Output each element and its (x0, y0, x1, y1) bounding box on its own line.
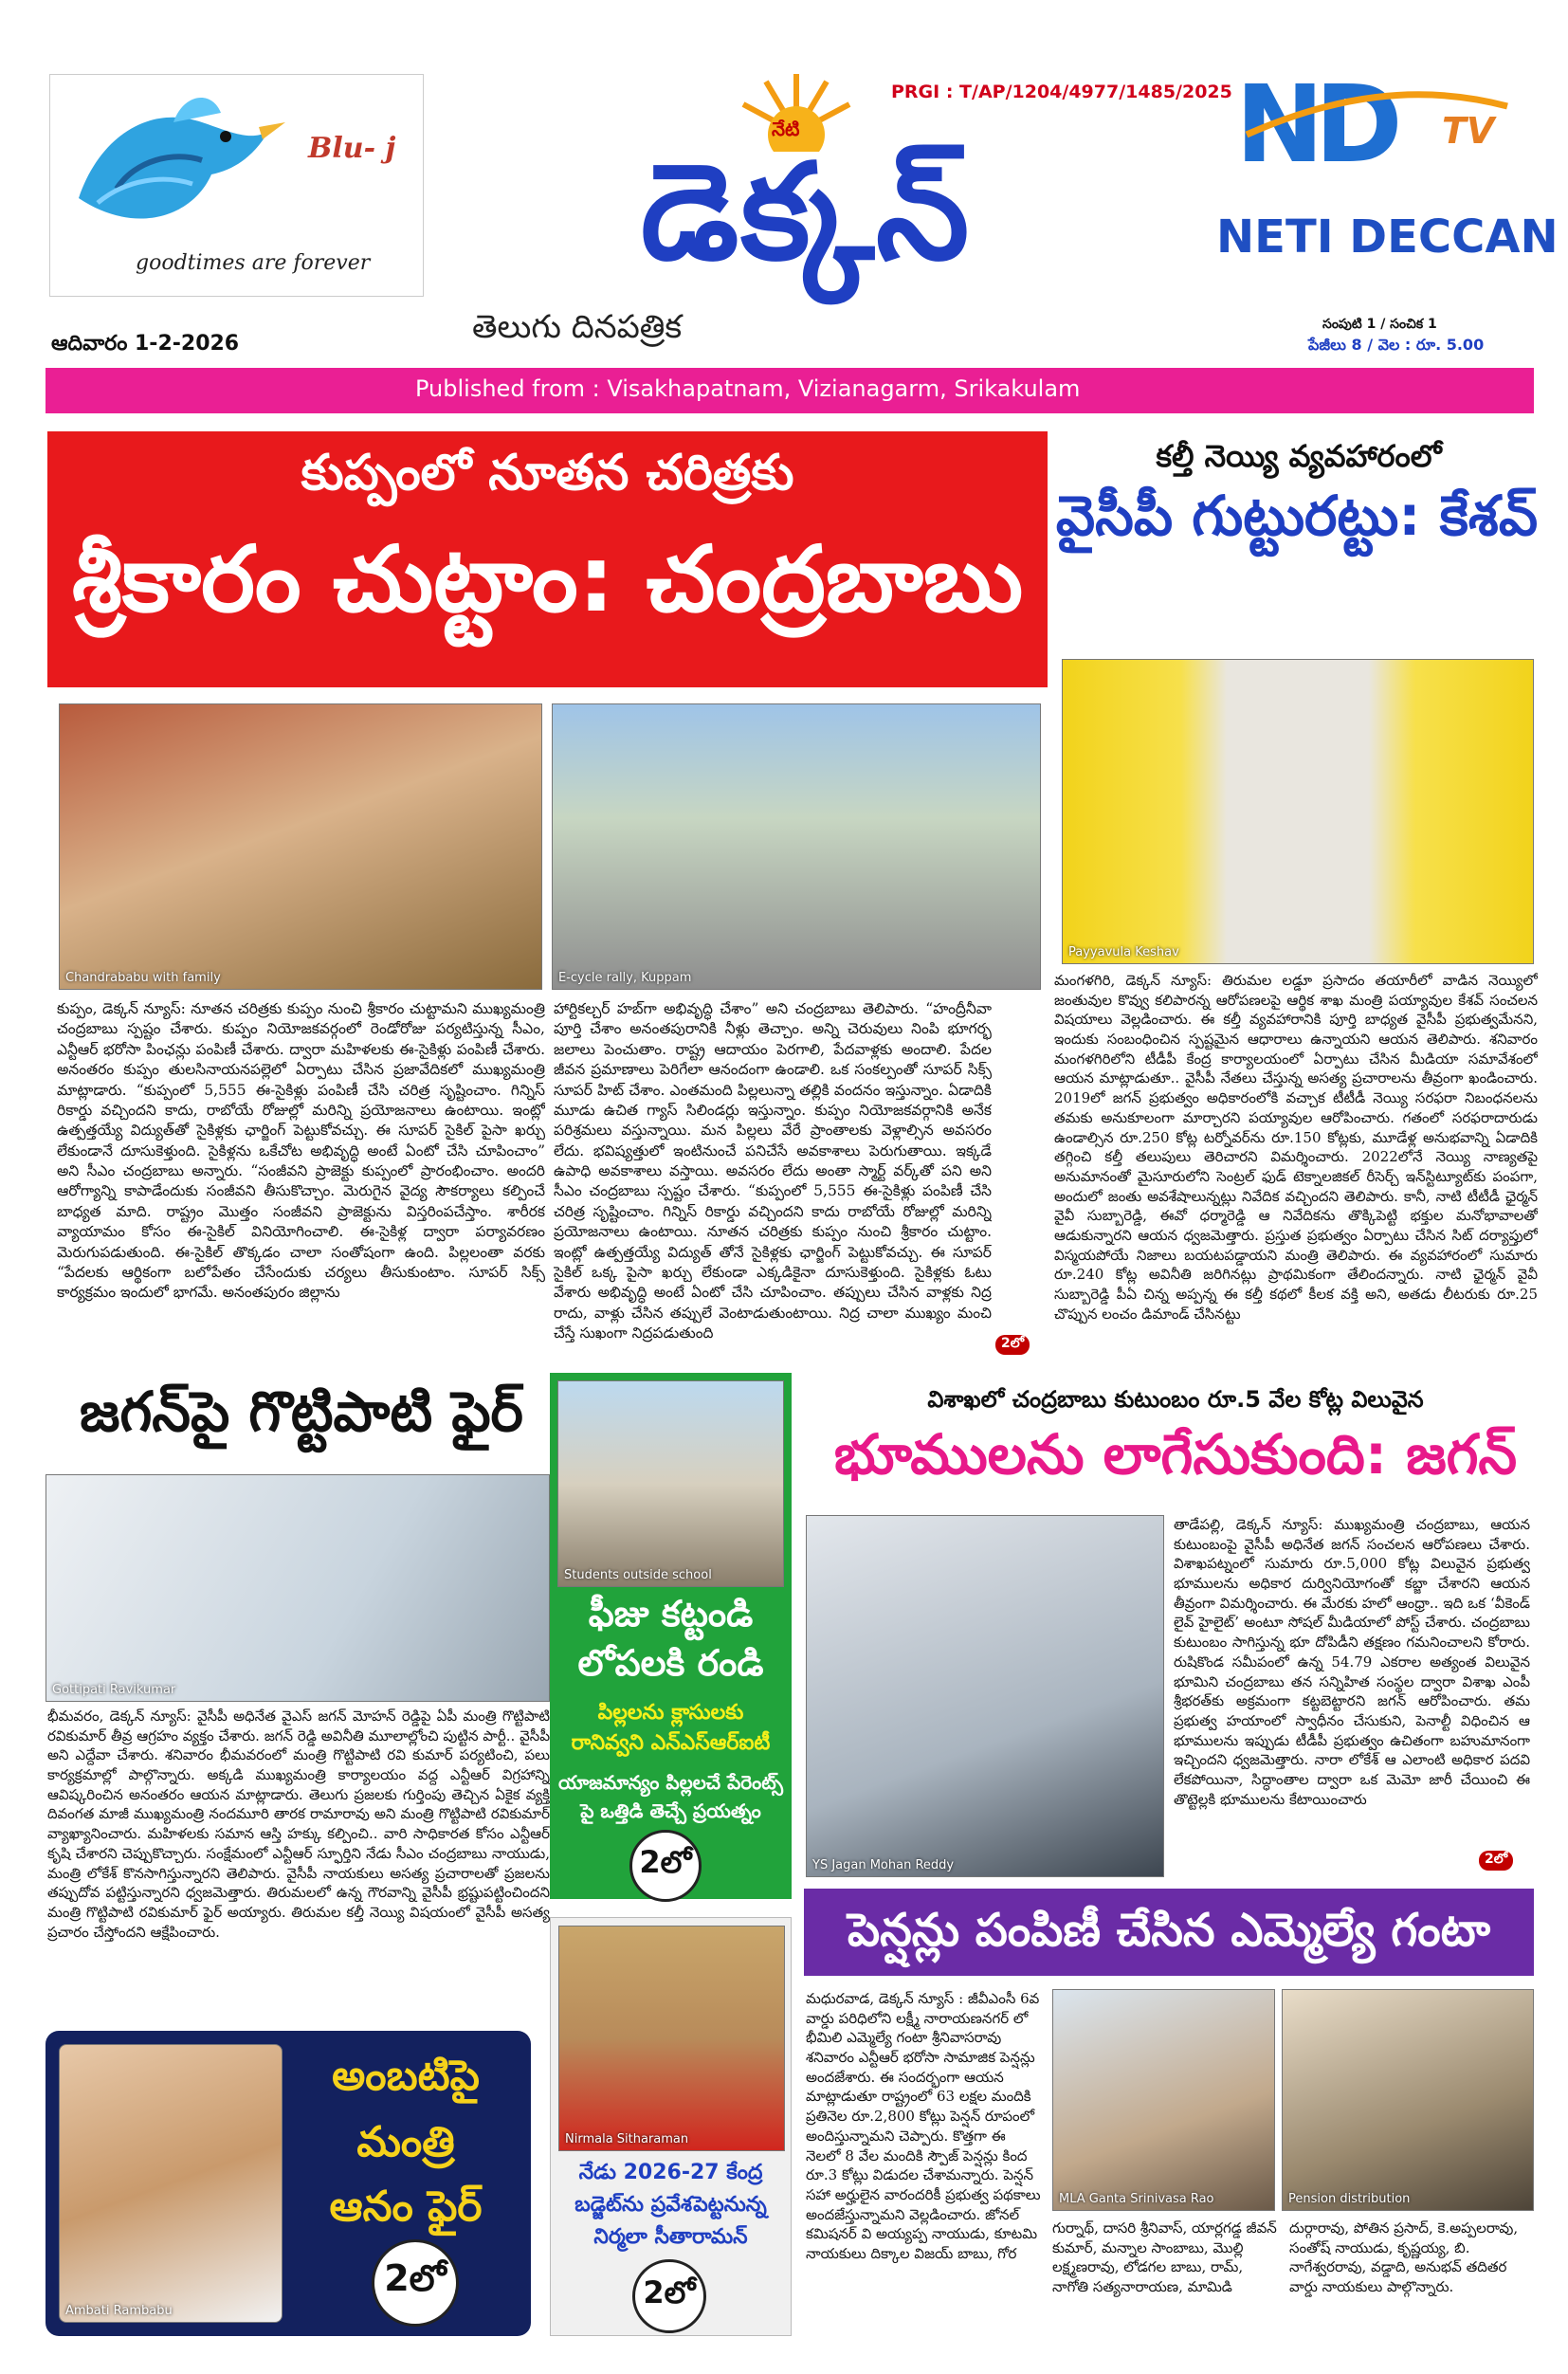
tv-logo-text: TV (1442, 110, 1495, 152)
prgi-number: PRGI : T/AP/1204/4977/1485/2025 (891, 82, 1232, 102)
ganta-headline-box (804, 1889, 1534, 1976)
fees-pressure-line: పై ఒత్తిడి తెచ్చే ప్రయత్నం (580, 1799, 761, 1822)
edition-date: ఆదివారం 1-2-2026 (51, 332, 240, 356)
fees-mgmt-line: యాజమాన్యం పిల్లలచే పేరెంట్స్ (557, 1771, 783, 1794)
budget-headline-1: నేడు 2026-27 కేంద్ర (578, 2161, 763, 2184)
budget-headline-2: బడ్జెట్‌ను ప్రవేశపెట్టనున్న (574, 2193, 767, 2217)
ganta-photo-pension: Pension distribution (1282, 1989, 1534, 2211)
newspaper-title: డెక్కన్ (640, 136, 972, 290)
lead-column-2: హార్టికల్చర్ హబ్‌గా అభివృద్ధి చేశాం” అని చంద్రబాబు తెలిపారు. “హంద్రీనీవా పూర్తి చేశాం అనంతపురానికి నీళ్లు తెచ్చాం. అన్ని చెరువులు నింపి భూగర్భ జలాలు పెంచుతాం. రాష్ట్ర ఆదాయం పెరగాలి, పేదవాళ్లకు అందాలి. పేదల జీవన ప్రమాణాలు పెరిగేలా ఆనందంగా ఉండాలి. ఒక సంకల్పంతో సూపర్ సిక్స్ సూపర్ హిట్ చేశాం. ఎంతమంది పిల్లలున్నా తల్లికి వందనం ఇస్తున్నాం. ఏడాదికి మూడు ఉచిత గ్యాస్ సిలిండర్లు ఇస్తున్నాం. కుప్పం నియోజకవర్గానికి అనేక పరిశ్రమలు వస్తున్నాయి. మన పిల్లలు వేరే ప్రాంతాలకు వెళ్లాల్సిన అవసరం లేదు. భవిష్యత్తులో ఇంటినుంచే పనిచేసే అవకాశాలు పెరుగుతాయి. ఇక్కడే ఉపాధి అవకాశాలు వస్తాయి. అవసరం లేదు అంతా స్మార్ట్ వర్క్‌తో పని అని సీఎం చంద్రబాబు స్పష్టం చేశారు. “కుప్పంలో 5,555 ఈ-సైకిళ్లు పంపిణీ చేసి చరిత్ర సృష్టించాం. గిన్నిస్ రికార్డు వచ్చిందని కాదు రాబోయే రోజుల్లో మరిన్ని ప్రయోజనాలు ఉంటాయి. నూతన చరిత్రకు కుప్పం నుంచి శ్రీకారం చుట్టాం. ఇంట్లో ఉత్పత్తయ్యే విద్యుత్ తోనే సైకిళ్లకు ఛార్జింగ్ పెట్టుకోవచ్చు. ఈ సూపర్ సైకిల్ ఒక్క పైసా ఖర్చు లేకుండా ఎక్కడికైనా దూసుకెళ్తుంది. సైకిళ్లకు ఓటు వేశారు అభివృద్ధి అంటే ఏంటో చేసి చూపించాం. తప్పులు చేసిన వాళ్లకు నిద్ర రాదు, వాళ్లు చేసిన తప్పులే వెంటాడుతుంటాయి. నిద్ర చాలా ముఖ్యం మంచి చేస్తే సుఖంగా నిద్రపడుతుంది (554, 1000, 992, 1342)
fees-sub-2: రానివ్వని ఎన్ఎస్ఆర్ఐటీ (571, 1731, 771, 1755)
fees-more-badge[interactable]: 2లో (629, 1830, 702, 1902)
keshav-body: మంగళగిరి, డెక్కన్ న్యూస్: తిరుమల లడ్డూ ప్రసాదం తయారీలో వాడిన నెయ్యిలో జంతువుల కొవ్వు కలిపారన్న ఆరోపణలపై ఆర్థిక శాఖ మంత్రి పయ్యావుల కేశవ్ సంచలన విషయాలు వెల్లడించారు. ఈ కల్తీ వ్యవహారానికి పూర్తి బాధ్యత వైసీపీ ప్రభుత్వమేనని, ఇందుకు సంబంధించిన స్పష్టమైన ఆధారాలు ఉన్నాయని ఆయన తెలిపారు. శనివారం మంగళగిరిలోని టీడీపీ కేంద్ర కార్యాలయంలో ఏర్పాటు చేసిన మీడియా సమావేశంలో ఆయన మాట్లాడుతూ.. వైసీపీ నేతలు చేస్తున్న అసత్య ప్రచారాలను తీవ్రంగా ఖండించారు. 2019లో జగన్ ప్రభుత్వం అధికారంలోకి వచ్చాక టీటీడీ నెయ్యి సరఫరా నిబంధనలను తమకు అనుకూలంగా మార్చారని పయ్యావుల ఆరోపించారు. గతంలో సరఫరాదారుడు ఉండాల్సిన రూ.250 కోట్ల టర్నోవర్‌ను రూ.150 కోట్లకు, మూడేళ్ల అనుభవాన్ని ఏడాదికి తగ్గించి కల్తీ తలుపులు తెరిచారని విమర్శించారు. 2022లోనే నెయ్యి నాణ్యతపై అనుమానంతో మైసూరులోని సెంట్రల్ ఫుడ్ టెక్నాలజికల్ రీసెర్చ్ ఇన్‌స్టిట్యూట్‌కు పంపగా, అందులో జంతు అవశేషాలున్నట్లు నివేదిక వచ్చిందని తెలిపారు. కానీ, నాటి టీటీడీ ఛైర్మన్ వైవీ సుబ్బారెడ్డి, ఈవో ధర్మారెడ్డి ఆ నివేదికను తొక్కిపెట్టి భక్తుల మనోభావాలతో ఆడుకున్నారని ఆయన ధ్వజమెత్తారు. ప్రస్తుత ప్రభుత్వం ఏర్పాటు చేసిన సిట్ దర్యాప్తులో విస్మయపోయే నిజాలు బయటపడ్డాయని మంత్రి తెలిపారు. ఈ వ్యవహారంలో సుమారు రూ.240 కోట్ల అవినీతి జరిగినట్లు ప్రాథమికంగా తేలిందన్నారు. నాటి ఛైర్మన్ వైవీ సుబ్బారెడ్డి పీఏ చిన్న అప్పన్న ఈ కల్తీ కథలో కీలక వక్తి అని, అతడు లీటరుకు రూ.25 చొప్పున లంచం డిమాండ్ చేసినట్టు (1054, 972, 1538, 1323)
ganta-body: మధురవాడ, డెక్కన్ న్యూస్ : జీవీఎంసీ 6వ వార్డు పరిధిలోని లక్ష్మీ నారాయణనగర్ లో భీమిలి ఎమ్మెల్యే గంటా శ్రీనివాసరావు శనివారం ఎన్టీఆర్ భరోసా సామాజిక పెన్షన్లు అందజేశారు. ఈ సందర్భంగా ఆయన మాట్లాడుతూ రాష్ట్రంలో 63 లక్షల మందికి ప్రతినెల రూ.2,800 కోట్లు పెన్షన్ రూపంలో అందిస్తున్నామని చెప్పారు. కొత్తగా ఈ నెలలో 8 వేల మందికి స్పౌజ్ పెన్షన్లు కింద రూ.3 కోట్లు విడుదల చేశామన్నారు. పెన్షన్ సహా అర్హులైన వారందరికీ ప్రభుత్వ పథకాలు అందజేస్తున్నామని వెల్లడించారు. జోనల్ కమిషనర్ వి అయ్యప్ప నాయుడు, కూటమి నాయకులు దిక్కాల విజయ్ బాబు, గోర (806, 1990, 1041, 2262)
budget-box (550, 1917, 792, 2336)
newspaper-subtitle: తెలుగు దినపత్రిక (472, 308, 683, 346)
gottipati-body: భీమవరం, డెక్కన్ న్యూస్: వైసీపీ అధినేత వైఎస్ జగన్ మోహన్ రెడ్డిపై ఏపీ మంత్రి గొట్టిపాటి రవికుమార్ తీవ్ర ఆగ్రహం వ్యక్తం చేశారు. జగన్ రెడ్డి అవినీతి మూలాల్లోంచి పుట్టిన పార్టీ.. వైసీపీ అని ఎద్దేవా చేశారు. శనివారం భీమవరంలో మంత్రి గొట్టిపాటి రవి కుమార్ పర్యటించి, పలు కార్యక్రమాల్లో పాల్గొన్నారు. అక్కడి ముఖ్యమంత్రి కార్యాలయం వద్ద ఎన్టీఆర్ విగ్రహాన్ని ఆవిష్కరించిన అనంతరం ఆయన మాట్లాడారు. తెలుగు ప్రజలకు గుర్తింపు తెచ్చిన ఏకైక వ్యక్తి దివంగత మాజీ ముఖ్యమంత్రి నందమూరి తారక రామారావు అని మంత్రి గొట్టిపాటి రవికుమార్ వ్యాఖ్యానించారు. మహిళలకు సమాన ఆస్తి హక్కు కల్పించి.. వారి సాధికారత కోసం ఎన్టీఆర్ కృషి చేశారని చెప్పుకొచ్చారు. సంక్షేమంలో ఎన్టీఆర్ స్ఫూర్తిని నేడు సీఎం చంద్రబాబు నాయుడు, మంత్రి లోకేశ్ కొనసాగిస్తున్నారని తెలిపారు. వైసీపీ నాయకులు అసత్య ప్రచారాలతో ప్రజలను తప్పుదోవ పట్టిస్తున్నారని ధ్వజమెత్తారు. తిరుమలలో ఉన్న గౌరవాన్ని వైసీపీ భ్రష్టుపట్టించిందని మంత్రి గొట్టిపాటి రవికుమార్ ఫైర్ అయ్యారు. తిరుమల కల్తీ నెయ్యి విషయంలో వైసీపీ అసత్య ప్రచారం చేస్తోందని ఆక్షేపించారు. (47, 1707, 550, 1941)
lead-column-1: కుప్పం, డెక్కన్ న్యూస్: నూతన చరిత్రకు కుప్పం నుంచి శ్రీకారం చుట్టామని ముఖ్యమంత్రి చంద్రబాబు స్పష్టం చేశారు. కుప్పం నియోజకవర్గంలో రెండోరోజు పర్యటిస్తున్న సీఎం, ఎన్టీఆర్ భరోసా పింఛన్లు పంపిణీ చేశారు. ద్వారా మహిళలకు ఈ-సైకిళ్లు పంపిణీ చేశారు. అనంతరం కుప్పం తులసినాయనపల్లెలో ఏర్పాటు చేసిన ప్రజావేదికలో ముఖ్యమంత్రి మాట్లాడారు. “కుప్పంలో 5,555 ఈ-సైకిళ్లు పంపిణీ చేసి చరిత్ర సృష్టించాం. గిన్నిస్ రికార్డు వచ్చిందని కాదు, రాబోయే రోజుల్లో మరిన్ని ప్రయోజనాలు ఉంటాయి. ఇంట్లో ఉత్పత్తయ్యే విద్యుత్‌తో సైకిళ్లకు ఛార్జింగ్ పెట్టుకోవచ్చు. ఈ సూపర్ సైకిల్ పైసా ఖర్చు లేకుండానే దూసుకెళ్తుంది. సైకిళ్లను ఒకేచోట అభివృద్ధి అంటే ఏంటో చేసి చూపించాం” అని సీఎం చంద్రబాబు అన్నారు. “సంజీవని ప్రాజెక్టు కుప్పంలో ప్రారంభించాం. అందరి ఆరోగ్యాన్ని కాపాడేందుకు సంజీవని తీసుకొచ్చాం. మెరుగైన వైద్య సౌకర్యాలు కల్పించే బాధ్యత మాది. రాష్ట్రం మొత్తం సంజీవని ప్రాజెక్టును విస్తరింపచేస్తాం. శారీరక వ్యాయామం కోసం ఈ-సైకిల్ వినియోగించాలి. ఈ-సైకిళ్ల ద్వారా పర్యావరణం మెరుగుపడుతుంది. ఈ-సైకిల్ తొక్కడం చాలా సంతోషంగా ఉంది. పిల్లలంతా వరకు “పేదలకు ఆర్థికంగా బలోపేతం చేసేందుకు చర్యలు తీసుకుంటాం. సూపర్ సిక్స్ కార్యక్రమం ఇందులో భాగమే. అనంతపురం జిల్లాను (57, 1000, 545, 1302)
lead-more-badge[interactable]: 2లో (995, 1335, 1030, 1355)
jagan-kicker: విశాఖలో చంద్రబాబు కుటుంబం రూ.5 వేల కోట్ల విలువైన (927, 1386, 1424, 1413)
jagan-headline: భూములను లాగేసుకుంది: జగన్ (833, 1422, 1518, 1487)
budget-photo: Nirmala Sitharaman (558, 1926, 785, 2151)
ganta-caption-col-2: దుర్గారావు, పోతిన ప్రసాద్, కె.అప్పలరావు, సంతోష్ నాయుడు, కృష్ణయ్య, బి. నాగేశ్వరరావు, వడ్డాది, అనుభవ్ తదితర వార్డు నాయకులు పాల్గొన్నారు. (1289, 2219, 1519, 2296)
budget-headline-3: నిర్మలా సీతారామన్ (593, 2225, 748, 2249)
ambati-box (46, 2031, 531, 2336)
keshav-kicker: కల్తీ నెయ్యి వ్యవహారంలో (1156, 438, 1442, 474)
ambati-headline-2: మంత్రి (356, 2118, 455, 2166)
fees-box (550, 1373, 792, 1899)
fees-photo: Students outside school (557, 1380, 784, 1587)
jagan-photo: YS Jagan Mohan Reddy (806, 1515, 1164, 1877)
neti-label: నేటి (772, 118, 800, 140)
tv-brand-name: NETI DECCAN (1216, 210, 1559, 264)
ganta-photo-mla: MLA Ganta Srinivasa Rao (1052, 1989, 1275, 2211)
lead-kicker: కుప్పంలో నూతన చరిత్రకు (301, 445, 794, 502)
fees-headline-2: లోపలకి రండి (577, 1642, 764, 1684)
swoosh-icon (1228, 87, 1512, 144)
blu-j-tagline: goodtimes are forever (136, 251, 371, 275)
lead-headline: శ్రీకారం చుట్టాం: చంద్రబాబు (71, 526, 1024, 632)
budget-more-badge[interactable]: 2లో (632, 2259, 706, 2333)
fees-sub-1: పిల్లలను క్లాసులకు (597, 1701, 744, 1725)
ambati-photo: Ambati Rambabu (59, 2044, 283, 2323)
jagan-more-badge[interactable]: 2లో (1479, 1851, 1513, 1871)
ambati-headline-3: ఆనం ఫైర్ (329, 2182, 483, 2231)
jagan-body: తాడేపల్లి, డెక్కన్ న్యూస్: ముఖ్యమంత్రి చంద్రబాబు, ఆయన కుటుంబంపై వైసీపీ అధినేత జగన్ సంచలన ఆరోపణలు చేశారు. విశాఖపట్నంలో సుమారు రూ.5,000 కోట్ల విలువైన ప్రభుత్వ భూములను అధికార దుర్వినియోగంతో కబ్జా చేశారని ఆయన తీవ్రంగా విమర్శించారు. ఈ మేరకు హలో ఆంధ్రా.. ఇది ఒక ‘వీకెండ్ లైవ్ హైలైట్’ అంటూ సోషల్ మీడియాలో పోస్ట్ చేశారు. చంద్రబాబు కుటుంబం సాగిస్తున్న భూ దోపిడీని తక్షణం గమనించాలని కోరారు. రుషికొండ సమీపంలో ఉన్న 54.79 ఎకరాల అత్యంత విలువైన భూమిని చంద్రబాబు తన సన్నిహిత సంస్థల ద్వారా విశాఖ ఎంపీ శ్రీభరత్‌కు అక్రమంగా కట్టబెట్టారని జగన్ ఆరోపించారు. తమ ప్రభుత్వ హయాంలో స్వాధీనం చేసుకుని, పెనాల్టీ విధించిన ఆ భూములను ఇప్పుడు టీడీపీ ప్రభుత్వం ఉచితంగా బహుమానంగా ఇచ్చిందని ధ్వజమెత్తారు. నారా లోకేశ్ ఆ ఎలాంటి అధికార పదవి లేకపోయినా, సిద్ధాంతాల ద్వారా ఒక మెమో జారీ చేయించి ఈ తొట్టెల్లకి భూములను కేటాయించారు (1174, 1516, 1530, 1808)
ganta-caption-col-1: గుర్నాథ్, దాసరి శ్రీనివాస్, యార్లగడ్డ జీవన్ కుమార్, మన్నాల సాంబాబు, మొల్లి లక్ష్మణరావు, లోడగల బాబు, రామ్, నాగోతి సత్యనారాయణ, మామిడి (1052, 2219, 1277, 2296)
gottipati-photo: Gottipati Ravikumar (46, 1474, 550, 1702)
gottipati-headline: జగన్‌పై గొట్టిపాటి ఫైర్ (80, 1379, 523, 1444)
published-from-text: Published from : Visakhapatnam, Vizianagarm, Srikakulam (415, 375, 1081, 402)
fees-headline-1: ఫీజు కట్టండి (588, 1593, 754, 1634)
keshav-headline: వైసీపీ గుట్టురట్టు: కేశవ్ (1055, 484, 1539, 548)
pages-price: పేజీలు 8 / వెల : రూ. 5.00 (1308, 336, 1485, 354)
blu-j-brand: Blu- j (308, 132, 396, 165)
lead-headline-box (47, 431, 1048, 687)
lead-photo-cycle-rally: E-cycle rally, Kuppam (552, 703, 1041, 990)
volume-issue: సంపుటి 1 / సంచిక 1 (1322, 317, 1437, 332)
bird-logo-icon (60, 84, 287, 246)
ambati-more-badge[interactable]: 2లో (372, 2239, 459, 2327)
nd-logo-text: ND (1235, 64, 1394, 187)
lead-photo-family: Chandrababu with family (59, 703, 542, 990)
nd-tv-logo (1228, 64, 1512, 210)
ganta-headline: పెన్షన్లు పంపిణీ చేసిన ఎమ్మెల్యే గంటా (847, 1904, 1491, 1957)
blu-j-ad (49, 74, 424, 297)
published-from-bar (46, 368, 1534, 413)
keshav-photo: Payyavula Keshav (1062, 659, 1534, 964)
ambati-headline-1: అంబటిపై (332, 2052, 480, 2100)
